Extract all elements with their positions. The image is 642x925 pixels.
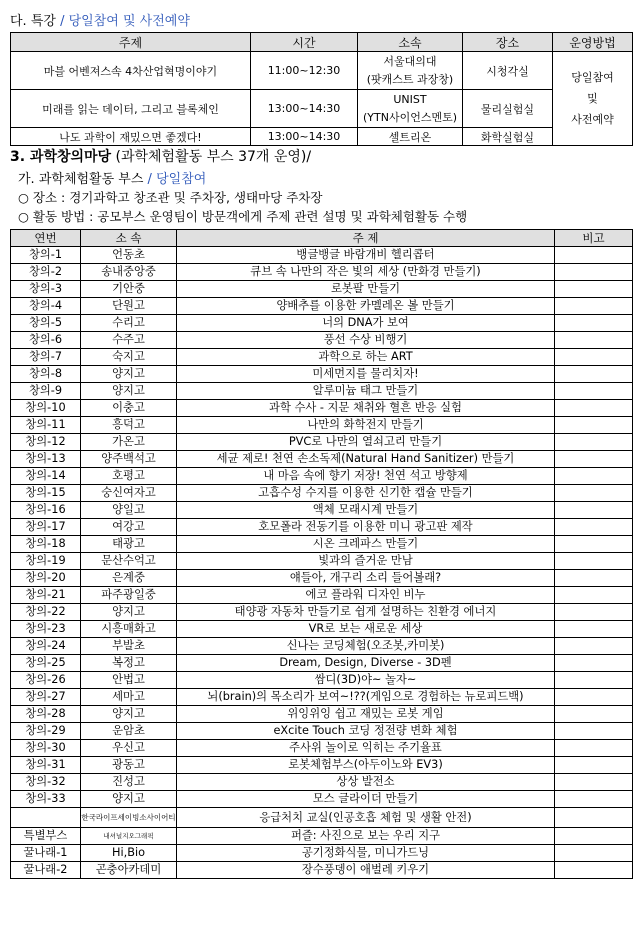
lecture-org-line2: (팟캐스트 과장창) [366,72,454,86]
table-row [11,468,633,485]
table-row [11,791,633,808]
section-ga-heading [18,168,206,187]
booth-topic: 과학으로 하는 ART [177,349,555,366]
booth-topic: 고흡수성 수지를 이용한 신기한 캡슐 만들기 [177,485,555,502]
booth-topic: 공기정화식물, 미니가드닝 [177,845,555,862]
table-row [11,383,633,400]
booth-topic: 알루미늄 태그 만들기 [177,383,555,400]
lecture-time: 11:00~12:30 [251,52,358,90]
booth-header-topic: 주 제 [177,230,555,247]
booth-org: 숙지고 [81,349,177,366]
booth-topic: 위잉위잉 쉽고 재밌는 로봇 게임 [177,706,555,723]
table-row [11,638,633,655]
booth-org: 곤충아카데미 [81,862,177,879]
table-row [11,655,633,672]
table-row [11,519,633,536]
booth-no: 창의-17 [11,519,81,536]
booth-no: 창의-21 [11,587,81,604]
lecture-method-line3: 사전예약 [571,113,614,126]
booth-org: 광동고 [81,757,177,774]
booth-topic: 내 마음 속에 향기 저장! 천연 석고 방향제 [177,468,555,485]
booth-note [555,247,633,264]
table-row [11,621,633,638]
booth-topic: 빛과의 즐거운 만남 [177,553,555,570]
booth-org: 양지고 [81,604,177,621]
lecture-org [358,52,463,90]
lecture-place: 물리실험실 [463,90,553,128]
booth-topic: 얘들아, 개구리 소리 들어볼래? [177,570,555,587]
lecture-time: 13:00~14:30 [251,128,358,146]
booth-note [555,553,633,570]
table-row [11,723,633,740]
booth-no: 창의-2 [11,264,81,281]
booth-note [555,264,633,281]
lecture-place: 시청각실 [463,52,553,90]
booth-no: 창의-4 [11,298,81,315]
booth-note [555,332,633,349]
table-row [11,845,633,862]
section-d-heading [10,10,190,29]
booth-no: 창의-12 [11,434,81,451]
booth-note [555,400,633,417]
booth-topic: 시온 크레파스 만들기 [177,536,555,553]
lecture-row [11,90,633,128]
booth-topic: 주사위 놀이로 익히는 주기율표 [177,740,555,757]
booth-note [555,536,633,553]
lecture-org [358,90,463,128]
booth-org: 흥덕고 [81,417,177,434]
booth-note [555,791,633,808]
booth-no: 창의-16 [11,502,81,519]
table-row [11,451,633,468]
booth-note [555,366,633,383]
booth-no: 창의-8 [11,366,81,383]
booth-no: 창의-11 [11,417,81,434]
table-row [11,536,633,553]
table-row [11,434,633,451]
booth-topic: 큐브 속 나만의 작은 빛의 세상 (만화경 만들기) [177,264,555,281]
booth-topic: 신나는 코딩체험(오조봇,카미봇) [177,638,555,655]
booth-org: 우신고 [81,740,177,757]
booth-no: 창의-33 [11,791,81,808]
booth-org: 양주백석고 [81,451,177,468]
booth-org: 양지고 [81,706,177,723]
booth-note [555,468,633,485]
table-row [11,485,633,502]
table-row [11,366,633,383]
booth-note [555,862,633,879]
booth-no: 창의-19 [11,553,81,570]
booth-no: 창의-6 [11,332,81,349]
booth-topic: 장수풍뎅이 애벌레 키우기 [177,862,555,879]
booth-no: 창의-22 [11,604,81,621]
booth-no: 꿀나래-2 [11,862,81,879]
section-d-prefix: 다. 특강 [10,14,56,29]
table-row [11,828,633,845]
bullet-location: ○ 장소 : 경기과학고 창조관 및 주차장, 생태마당 주차장 [18,190,323,205]
table-row [11,808,633,828]
booth-no: 창의-25 [11,655,81,672]
booth-no: 창의-23 [11,621,81,638]
booth-org: 수주고 [81,332,177,349]
booth-topic: 양배추를 이용한 카멜레온 볼 만들기 [177,298,555,315]
booth-no: 창의-9 [11,383,81,400]
booth-topic: PVC로 나만의 열쇠고리 만들기 [177,434,555,451]
booth-org: 호평고 [81,468,177,485]
booth-topic: 미세먼지를 물리치자! [177,366,555,383]
booth-no: 창의-26 [11,672,81,689]
booth-topic: 로봇팔 만들기 [177,281,555,298]
booth-topic: 나만의 화학전지 만들기 [177,417,555,434]
table-row [11,757,633,774]
table-row [11,264,633,281]
table-row [11,774,633,791]
booth-note [555,689,633,706]
lecture-row [11,128,633,146]
lecture-method-line1: 당일참여 [571,71,614,84]
lecture-org-line1: UNIST [393,92,427,106]
booth-no: 창의-30 [11,740,81,757]
booth-header-note: 비고 [555,230,633,247]
booth-no [11,808,81,828]
lecture-method-line2: 및 [587,92,598,105]
table-row [11,587,633,604]
booth-org: 문산수억고 [81,553,177,570]
booth-note [555,655,633,672]
booth-note [555,808,633,828]
booth-note [555,451,633,468]
booth-topic: 뱅글뱅글 바람개비 헬리콥터 [177,247,555,264]
booth-no: 창의-27 [11,689,81,706]
booth-table-body [11,247,633,879]
booth-no: 창의-29 [11,723,81,740]
booth-no: 창의-5 [11,315,81,332]
lecture-topic: 나도 과학이 재밌으면 좋겠다! [11,128,251,146]
section-3-heading [10,146,311,166]
booth-note [555,281,633,298]
section-ga-note: 당일참여 [156,172,207,187]
booth-header-no: 연번 [11,230,81,247]
booth-topic: 세균 제로! 천연 손소독제(Natural Hand Sanitizer) 만들기 [177,451,555,468]
booth-topic: 로봇체험부스(아두이노와 EV3) [177,757,555,774]
booth-note [555,519,633,536]
table-row [11,740,633,757]
booth-org: 숭신여자고 [81,485,177,502]
lecture-time: 13:00~14:30 [251,90,358,128]
booth-org: 내셔널지오그래픽 [81,828,177,845]
booth-topic: 호모폴라 전동기를 이용한 미니 광고판 제작 [177,519,555,536]
booth-topic: 너의 DNA가 보여 [177,315,555,332]
lecture-place: 화학실험실 [463,128,553,146]
booth-org: 태광고 [81,536,177,553]
booth-org: 단원고 [81,298,177,315]
booth-no: 창의-1 [11,247,81,264]
table-row [11,570,633,587]
booth-no: 창의-13 [11,451,81,468]
lecture-org: 셀트리온 [358,128,463,146]
table-row [11,706,633,723]
booth-org: 운암초 [81,723,177,740]
lecture-topic: 미래를 읽는 데이터, 그리고 블록체인 [11,90,251,128]
booth-org: Hi,Bio [81,845,177,862]
lecture-header-method: 운영방법 [553,33,633,52]
section-3-sub: (과학체험활동 부스 37개 운영)/ [111,149,312,165]
booth-topic: 쌈디(3D)야~ 놀자~ [177,672,555,689]
bullet-method: ○ 활동 방법 : 공모부스 운영팀이 방문객에게 주제 관련 설명 및 과학체험활동 수행 [18,209,468,224]
booth-org: 진성고 [81,774,177,791]
booth-org: 부발초 [81,638,177,655]
booth-org: 양지고 [81,383,177,400]
section-ga-prefix: 가. 과학체험활동 부스 [18,172,144,187]
table-row [11,315,633,332]
booth-note [555,349,633,366]
booth-topic: 태양광 자동차 만들기로 쉽게 설명하는 친환경 에너지 [177,604,555,621]
lecture-header-time: 시간 [251,33,358,52]
lecture-org-line1: 서울대의대 [383,54,437,68]
booth-org: 여강고 [81,519,177,536]
lecture-header-org: 소속 [358,33,463,52]
booth-note [555,740,633,757]
booth-no: 창의-14 [11,468,81,485]
booth-note [555,706,633,723]
section-3-title: 3. 과학창의마당 [10,149,112,165]
table-row [11,281,633,298]
booth-no: 창의-7 [11,349,81,366]
booth-org: 기안중 [81,281,177,298]
booth-topic: Dream, Design, Diverse - 3D펜 [177,655,555,672]
lecture-header-place: 장소 [463,33,553,52]
booth-note [555,845,633,862]
booth-org: 세마고 [81,689,177,706]
section-d-note: 당일참여 및 사전예약 [68,14,190,29]
booth-topic: VR로 보는 새로운 세상 [177,621,555,638]
table-row [11,553,633,570]
booth-no: 창의-3 [11,281,81,298]
booth-note [555,587,633,604]
table-row [11,400,633,417]
booth-org: 양지고 [81,791,177,808]
booth-note [555,774,633,791]
booth-topic: 퍼즐: 사진으로 보는 우리 지구 [177,828,555,845]
booth-org: 은계중 [81,570,177,587]
table-row [11,417,633,434]
booth-no: 창의-18 [11,536,81,553]
table-row [11,298,633,315]
booth-topic: 액체 모래시계 만들기 [177,502,555,519]
booth-note [555,417,633,434]
booth-note [555,383,633,400]
booth-note [555,570,633,587]
booth-no: 창의-31 [11,757,81,774]
booth-no: 꿀나래-1 [11,845,81,862]
booth-topic: eXcite Touch 코딩 정전량 변화 체험 [177,723,555,740]
booth-note [555,638,633,655]
booth-topic: 에코 플라워 디자인 비누 [177,587,555,604]
lecture-topic: 마블 어벤져스속 4차산업혁명이야기 [11,52,251,90]
table-row [11,604,633,621]
table-row [11,332,633,349]
table-row [11,349,633,366]
booth-no: 창의-24 [11,638,81,655]
booth-no: 창의-32 [11,774,81,791]
booth-topic: 모스 글라이더 만들기 [177,791,555,808]
booth-org: 수리고 [81,315,177,332]
booth-note [555,757,633,774]
booth-header-org: 소 속 [81,230,177,247]
booth-no: 창의-28 [11,706,81,723]
booth-org: 양일고 [81,502,177,519]
booth-note [555,621,633,638]
booth-topic: 상상 발전소 [177,774,555,791]
booth-org: 언동초 [81,247,177,264]
booth-note [555,604,633,621]
lecture-table [10,32,633,146]
table-row [11,247,633,264]
lecture-org-line2: (YTN사이언스멘토) [362,110,457,124]
section-d-sep: / [55,14,69,29]
booth-topic: 응급처치 교실(인공호흡 체험 및 생활 안전) [177,808,555,828]
booth-table [10,229,633,879]
booth-org: 파주광일중 [81,587,177,604]
lecture-method [553,52,633,146]
booth-note [555,723,633,740]
booth-org: 송내중앙중 [81,264,177,281]
booth-org: 복정고 [81,655,177,672]
lecture-header-topic: 주제 [11,33,251,52]
booth-org: 가온고 [81,434,177,451]
booth-note [555,828,633,845]
lecture-header-row [11,33,633,52]
booth-no: 창의-10 [11,400,81,417]
booth-org: 한국라이프세이빙소사이어티 [81,808,177,828]
booth-org: 안법고 [81,672,177,689]
booth-org: 시흥매화고 [81,621,177,638]
booth-topic: 풍선 수상 비행기 [177,332,555,349]
booth-note [555,502,633,519]
booth-note [555,672,633,689]
booth-header-row [11,230,633,247]
table-row [11,862,633,879]
table-row [11,672,633,689]
booth-note [555,315,633,332]
booth-note [555,298,633,315]
table-row [11,689,633,706]
section-ga-sep: / [143,172,157,187]
lecture-row [11,52,633,90]
booth-org: 이충고 [81,400,177,417]
booth-org: 양지고 [81,366,177,383]
table-row [11,502,633,519]
booth-no: 특별부스 [11,828,81,845]
booth-note [555,434,633,451]
booth-no: 창의-20 [11,570,81,587]
booth-topic: 과학 수사 - 지문 채취와 혈흔 반응 실험 [177,400,555,417]
booth-topic: 뇌(brain)의 목소리가 보여~!??(게임으로 경험하는 뉴로피드백) [177,689,555,706]
booth-no: 창의-15 [11,485,81,502]
booth-note [555,485,633,502]
